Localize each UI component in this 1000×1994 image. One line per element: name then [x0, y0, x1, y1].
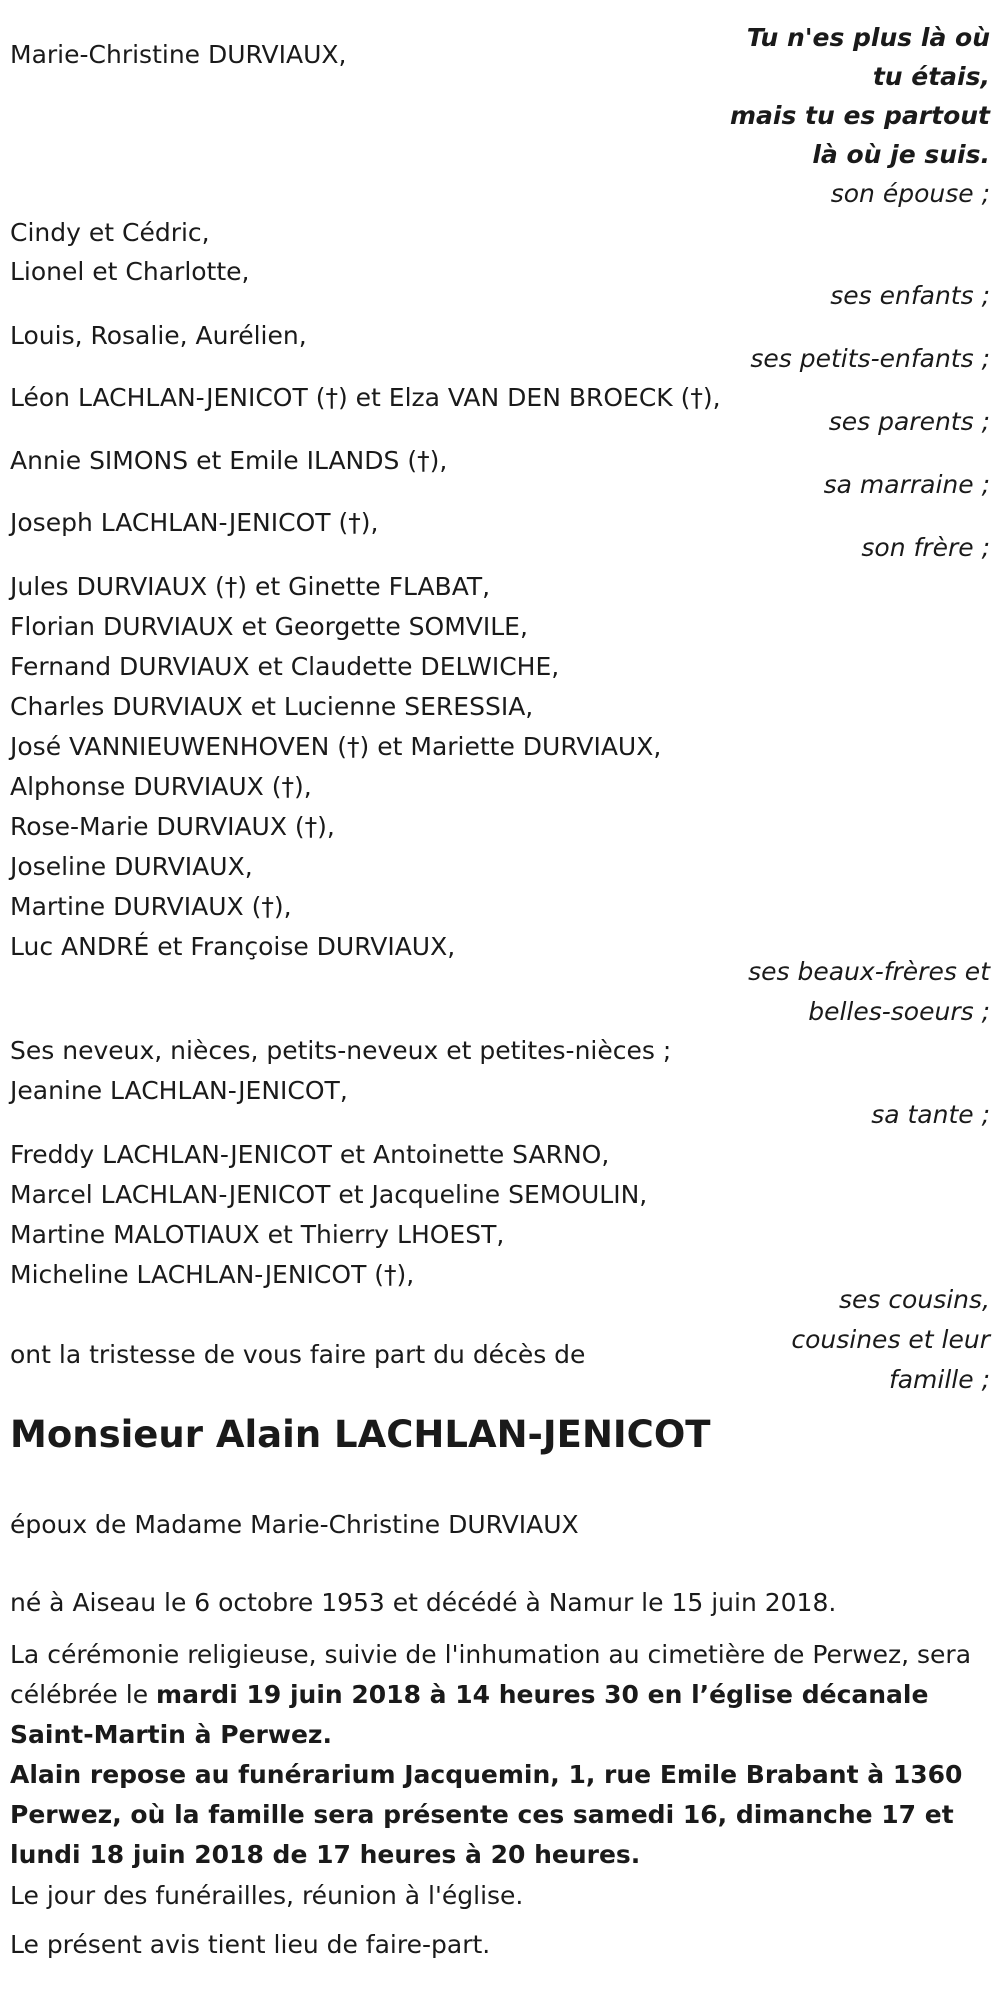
- relation-label: ses beaux-frères et: [748, 957, 990, 986]
- quote-line: Tu n'es plus là où: [746, 23, 990, 52]
- family-line: Marie-Christine DURVIAUX,: [10, 40, 347, 69]
- family-line: Florian DURVIAUX et Georgette SOMVILE,: [10, 612, 528, 641]
- relation-label: son épouse ;: [830, 179, 990, 208]
- meeting-line: Le jour des funérailles, réunion à l'église.: [10, 1881, 524, 1910]
- relation-label: ses parents ;: [828, 407, 990, 436]
- quote-line: tu étais,: [872, 62, 990, 91]
- family-line: Luc ANDRÉ et Françoise DURVIAUX,: [10, 932, 456, 961]
- family-line: Marcel LACHLAN-JENICOT et Jacqueline SEMOULIN,: [10, 1180, 648, 1209]
- family-line: Jules DURVIAUX (†) et Ginette FLABAT,: [10, 572, 491, 601]
- ceremony-intro: La cérémonie religieuse, suivie de l'inhumation au cimetière de Perwez, sera célébrée le: [10, 1640, 972, 1709]
- deceased-name: Monsieur Alain LACHLAN-JENICOT: [10, 1413, 711, 1456]
- birth-death-line: né à Aiseau le 6 octobre 1953 et décédé à Namur le 15 juin 2018.: [10, 1588, 837, 1617]
- family-line: Annie SIMONS et Emile ILANDS (†),: [10, 446, 448, 475]
- family-line: Jeanine LACHLAN-JENICOT,: [10, 1076, 348, 1105]
- relation-label: ses enfants ;: [830, 281, 990, 310]
- relation-label: cousines et leur: [791, 1325, 990, 1354]
- relation-label: sa tante ;: [871, 1100, 990, 1129]
- relation-label: ses petits-enfants ;: [750, 344, 990, 373]
- family-line: Joseph LACHLAN-JENICOT (†),: [10, 508, 379, 537]
- family-line: Léon LACHLAN-JENICOT (†) et Elza VAN DEN BROECK (†),: [10, 383, 721, 412]
- family-line: Rose-Marie DURVIAUX (†),: [10, 812, 335, 841]
- quote-line: là où je suis.: [812, 140, 990, 169]
- family-line: Alphonse DURVIAUX (†),: [10, 772, 312, 801]
- ceremony-paragraph: [10, 1635, 990, 1755]
- family-line: Fernand DURVIAUX et Claudette DELWICHE,: [10, 652, 560, 681]
- relation-label: son frère ;: [861, 533, 990, 562]
- announcement-line: ont la tristesse de vous faire part du décès de: [10, 1340, 586, 1369]
- ceremony-details: mardi 19 juin 2018 à 14 heures 30 en l’église décanale Saint-Martin à Perwez.: [10, 1680, 929, 1749]
- family-line: Lionel et Charlotte,: [10, 257, 250, 286]
- family-line: Cindy et Cédric,: [10, 218, 210, 247]
- family-line: Freddy LACHLAN-JENICOT et Antoinette SARNO,: [10, 1140, 610, 1169]
- family-line: Martine MALOTIAUX et Thierry LHOEST,: [10, 1220, 505, 1249]
- family-line: Micheline LACHLAN-JENICOT (†),: [10, 1260, 415, 1289]
- family-line: Martine DURVIAUX (†),: [10, 892, 292, 921]
- family-line: Charles DURVIAUX et Lucienne SERESSIA,: [10, 692, 534, 721]
- relation-label: famille ;: [888, 1365, 990, 1394]
- quote-line: mais tu es partout: [729, 101, 990, 130]
- relation-label: sa marraine ;: [823, 470, 990, 499]
- spouse-line: époux de Madame Marie-Christine DURVIAUX: [10, 1510, 579, 1539]
- relation-label: belles-soeurs ;: [808, 997, 990, 1026]
- relation-label: ses cousins,: [838, 1285, 990, 1314]
- family-line: Ses neveux, nièces, petits-neveux et petites-nièces ;: [10, 1036, 672, 1065]
- repose-paragraph: Alain repose au funérarium Jacquemin, 1, rue Emile Brabant à 1360 Perwez, où la famille sera présente ces samedi 16, dimanche 17 et lundi 18 juin 2018 de 17 heures à 20 heures.: [10, 1760, 963, 1869]
- family-line: José VANNIEUWENHOVEN (†) et Mariette DURVIAUX,: [10, 732, 662, 761]
- family-line: Joseline DURVIAUX,: [10, 852, 253, 881]
- family-line: Louis, Rosalie, Aurélien,: [10, 321, 307, 350]
- notice-line: Le présent avis tient lieu de faire-part.: [10, 1930, 491, 1959]
